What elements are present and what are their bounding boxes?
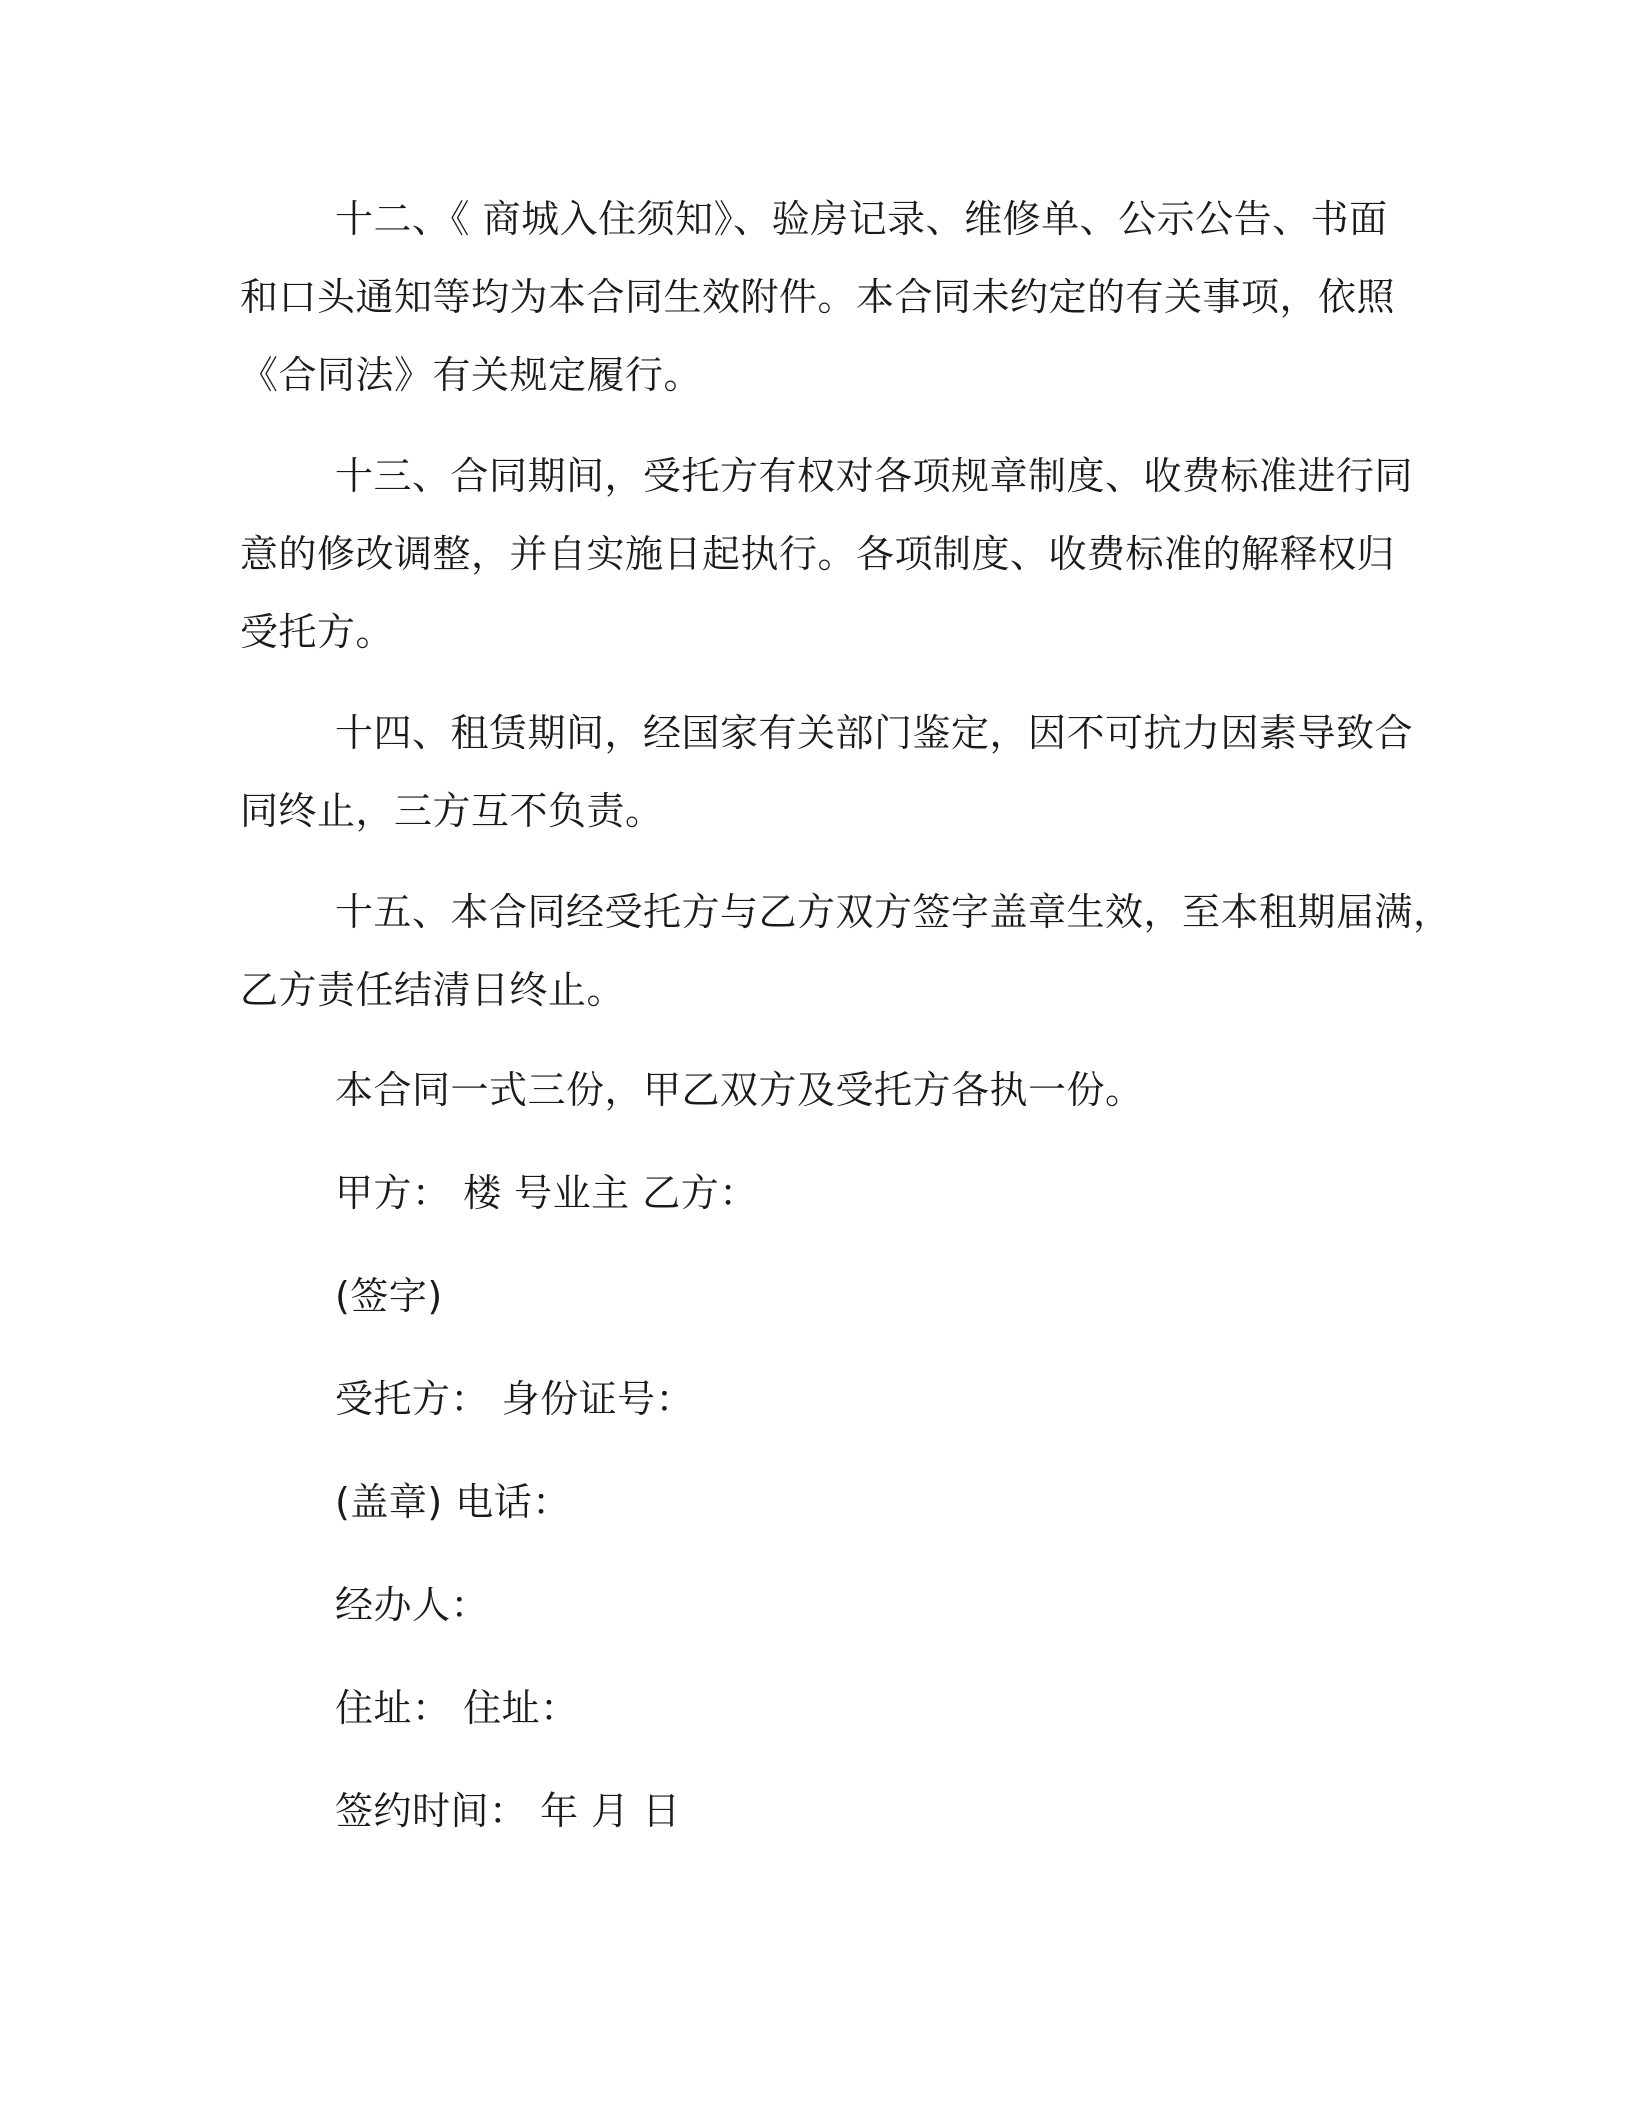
seal-line: (盖章) 电话： [335, 1480, 571, 1524]
signing-date-line: 签约时间： 年 月 日 [335, 1789, 681, 1833]
clause-14-line-2: 同终止，三方互不负责。 [240, 789, 664, 833]
handler-line: 经办人： [335, 1583, 490, 1627]
trustee-line: 受托方： 身份证号： [335, 1377, 695, 1421]
clause-14 [240, 694, 1412, 850]
sign-line: (签字) [335, 1274, 443, 1318]
clause-13-line-1: 十三、合同期间，受托方有权对各项规章制度、收费标准进行同 [335, 454, 1414, 498]
clause-15 [240, 873, 1452, 1029]
clause-12 [240, 180, 1412, 414]
clause-12-line-2: 和口头通知等均为本合同生效附件。本合同未约定的有关事项，依照 [240, 275, 1396, 319]
copies-statement: 本合同一式三份，甲乙双方及受托方各执一份。 [335, 1068, 1144, 1112]
clause-13 [240, 437, 1412, 671]
clause-14-line-1: 十四、租赁期间，经国家有关部门鉴定，因不可抗力因素导致合 [335, 711, 1414, 755]
clause-15-line-1: 十五、本合同经受托方与乙方双方签字盖章生效，至本租期届满， [335, 890, 1452, 934]
clause-12-line-1: 十二、《 商城入住须知》、验房记录、维修单、公示公告、书面 [335, 197, 1388, 241]
party-a-line: 甲方： 楼 号业主 乙方： [335, 1171, 758, 1215]
clause-13-line-3: 受托方。 [240, 610, 395, 654]
clause-13-line-2: 意的修改调整，并自实施日起执行。各项制度、收费标准的解释权归 [240, 532, 1396, 576]
clause-12-line-3: 《合同法》有关规定履行。 [240, 353, 703, 397]
clause-15-line-2: 乙方责任结清日终止。 [240, 968, 626, 1012]
address-line: 住址： 住址： [335, 1686, 579, 1730]
